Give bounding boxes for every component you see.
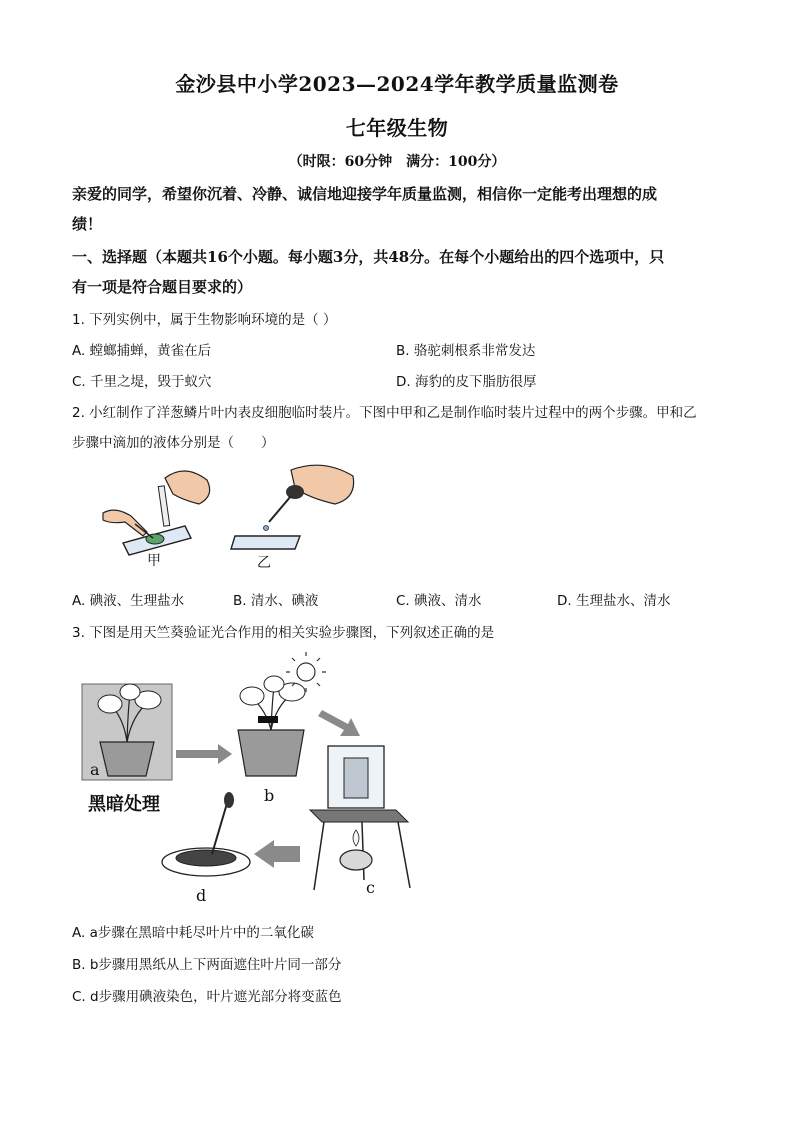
left-hand: [103, 510, 147, 536]
question-2-option-d[interactable]: D. 生理盐水、清水: [557, 593, 671, 609]
question-3-option-a[interactable]: A. a步骤在黑暗中耗尽叶片中的二氧化碳: [72, 925, 314, 941]
dropper-yi: [269, 496, 291, 522]
tripod-leg-2: [398, 822, 410, 888]
figure-label-a: a: [90, 760, 100, 779]
section-heading-line-2: 有一项是符合题目要求的）: [72, 278, 253, 296]
arrow-a-to-b: [176, 744, 232, 764]
photosynthesis-experiment-illustration: [78, 650, 418, 908]
question-1-option-a[interactable]: A. 螳螂捕蝉，黄雀在后: [72, 343, 212, 359]
question-1-option-b[interactable]: B. 骆驼刺根系非常发达: [396, 343, 536, 359]
dropper-d: [212, 800, 228, 854]
sun-icon: [286, 652, 326, 692]
leaf-b3: [264, 676, 284, 692]
figure-label-yi: 乙: [257, 555, 271, 571]
slide-preparation-illustration: [95, 458, 365, 573]
question-3-figure: [78, 650, 418, 908]
subject-title: 七年级生物: [345, 116, 449, 140]
liquid-drop: [264, 526, 269, 531]
alcohol-lamp: [340, 850, 372, 870]
black-paper: [258, 716, 278, 723]
pot-a: [100, 742, 154, 776]
figure-label-b: b: [264, 786, 275, 805]
leaf-b1: [240, 687, 264, 705]
question-2-stem-line-2: 步骤中滴加的液体分别是（ ）: [72, 435, 275, 451]
question-1-option-c[interactable]: C. 千里之堤，毁于蚁穴: [72, 374, 212, 390]
figure-label-c: c: [366, 878, 375, 897]
flame: [353, 830, 359, 846]
question-3-option-b[interactable]: B. b步骤用黑纸从上下两面遮住叶片同一部分: [72, 957, 342, 973]
arrow-c-to-d: [254, 840, 300, 868]
exam-title: 金沙县中小学2023—2024学年教学质量监测卷: [175, 72, 619, 96]
intro-line-1: 亲爱的同学，希望你沉着、冷静、诚信地迎接学年质量监测，相信你一定能考出理想的成: [72, 185, 658, 203]
dropper-bulb: [286, 485, 304, 499]
figure-label-d: d: [196, 886, 207, 905]
arrow-b-to-c: [318, 710, 360, 736]
section-heading-line-1: 一、选择题（本题共16个小题。每小题3分，共48分。在每个小题给出的四个选项中，只: [72, 248, 665, 266]
question-1-option-d[interactable]: D. 海豹的皮下脂肪很厚: [396, 374, 537, 390]
small-beaker: [344, 758, 368, 798]
figure-label-dark-treatment: 黑暗处理: [88, 794, 160, 815]
question-2-figure: [95, 458, 365, 573]
question-2-stem-line-1: 2. 小红制作了洋葱鳞片叶内表皮细胞临时装片。下图中甲和乙是制作临时装片过程中的两个步骤。甲和乙: [72, 405, 697, 421]
time-info: （时限：60分钟 满分：100分）: [288, 154, 506, 170]
leaf-a3: [120, 684, 140, 700]
intro-line-2: 绩！: [72, 215, 103, 233]
question-2-option-b[interactable]: B. 清水、碘液: [233, 593, 319, 609]
question-2-option-a[interactable]: A. 碘液、生理盐水: [72, 593, 185, 609]
slide-yi: [231, 536, 300, 549]
tripod-leg-1: [314, 822, 324, 890]
question-1-stem: 1. 下列实例中，属于生物影响环境的是（ ）: [72, 312, 337, 328]
dropper-jia: [158, 486, 170, 526]
dropper-d-bulb: [224, 792, 234, 808]
wire-gauze: [310, 810, 408, 822]
right-hand-jia: [165, 471, 210, 504]
question-3-option-c[interactable]: C. d步骤用碘液染色，叶片遮光部分将变蓝色: [72, 989, 342, 1005]
question-2-option-c[interactable]: C. 碘液、清水: [396, 593, 482, 609]
right-hand-yi: [291, 465, 354, 504]
leaf-a1: [98, 695, 122, 713]
question-3-stem: 3. 下图是用天竺葵验证光合作用的相关实验步骤图，下列叙述正确的是: [72, 625, 495, 641]
pot-b: [238, 730, 304, 776]
stained-leaf: [176, 850, 236, 866]
figure-label-jia: 甲: [147, 553, 161, 569]
